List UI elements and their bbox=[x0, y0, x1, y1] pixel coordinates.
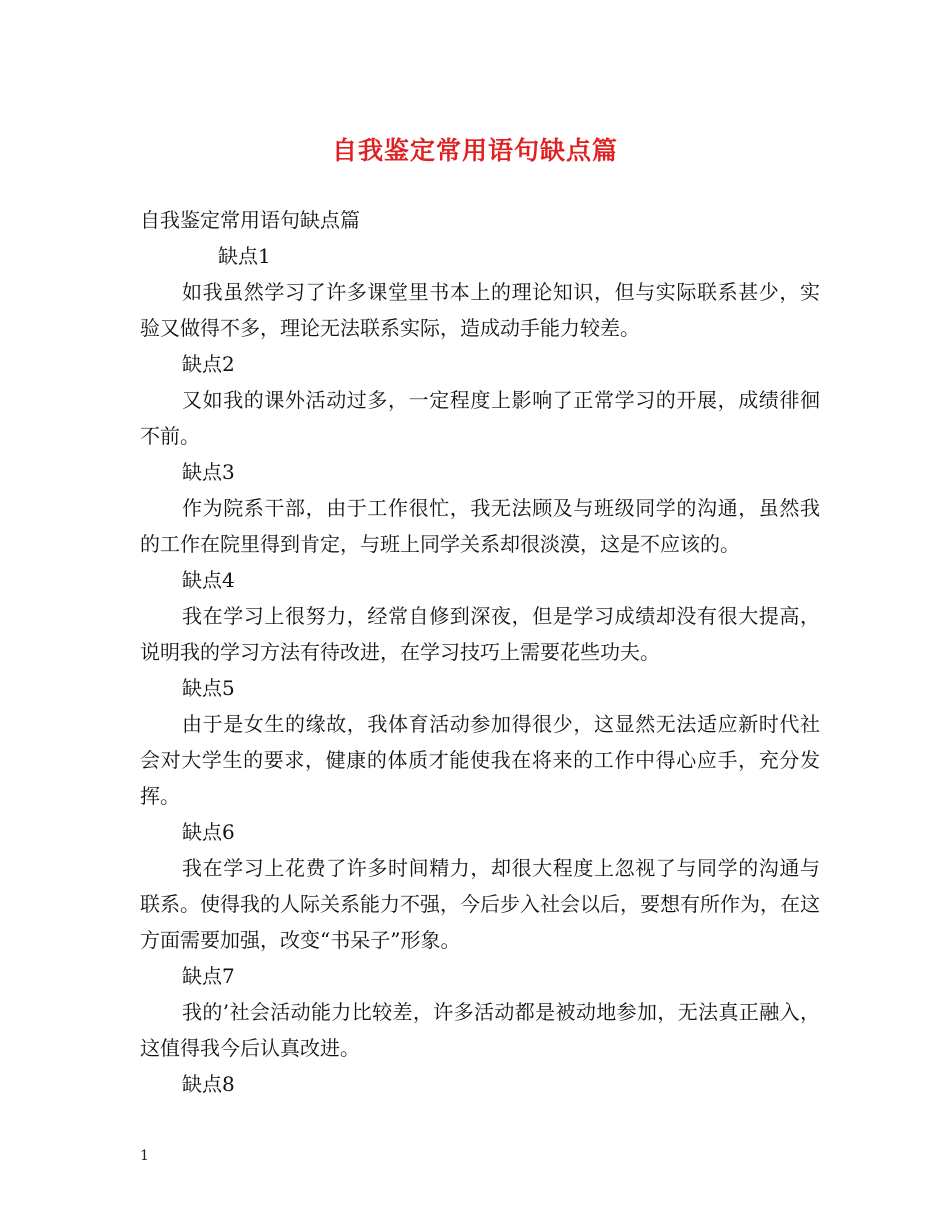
section-heading-7: 缺点7 bbox=[182, 964, 235, 988]
section-paragraph-4: 我在学习上很努力，经常自修到深夜，但是学习成绩却没有很大提高，说明我的学习方法有待改进，在学习技巧上需要花些功夫。 bbox=[140, 604, 820, 664]
document-body bbox=[140, 202, 820, 1102]
page-number: 1 bbox=[140, 1148, 149, 1164]
section-heading-4: 缺点4 bbox=[182, 568, 235, 592]
section-heading-2: 缺点2 bbox=[182, 352, 235, 376]
document-title: 自我鉴定常用语句缺点篇 bbox=[331, 136, 618, 165]
section-paragraph-2: 又如我的课外活动过多，一定程度上影响了正常学习的开展，成绩徘徊不前。 bbox=[140, 388, 820, 448]
section-paragraph-5: 由于是女生的缘故，我体育活动参加得很少，这显然无法适应新时代社会对大学生的要求，健康的体质才能使我在将来的工作中得心应手，充分发挥。 bbox=[140, 712, 820, 808]
section-heading-8: 缺点8 bbox=[182, 1072, 235, 1096]
section-heading-1: 缺点1 bbox=[218, 244, 271, 268]
document-subtitle: 自我鉴定常用语句缺点篇 bbox=[140, 208, 360, 232]
section-heading-3: 缺点3 bbox=[182, 460, 235, 484]
section-paragraph-1: 如我虽然学习了许多课堂里书本上的理论知识，但与实际联系甚少，实验又做得不多，理论无法联系实际，造成动手能力较差。 bbox=[140, 280, 820, 340]
section-paragraph-3: 作为院系干部，由于工作很忙，我无法顾及与班级同学的沟通，虽然我的工作在院里得到肯定，与班上同学关系却很淡漠，这是不应该的。 bbox=[140, 496, 820, 556]
section-paragraph-6: 我在学习上花费了许多时间精力，却很大程度上忽视了与同学的沟通与联系。使得我的人际关系能力不强，今后步入社会以后，要想有所作为，在这方面需要加强，改变“书呆子”形象。 bbox=[140, 856, 820, 952]
section-heading-6: 缺点6 bbox=[182, 820, 235, 844]
section-heading-5: 缺点5 bbox=[182, 676, 235, 700]
section-paragraph-7: 我的’社会活动能力比较差，许多活动都是被动地参加，无法真正融入，这值得我今后认真改进。 bbox=[140, 1000, 820, 1060]
